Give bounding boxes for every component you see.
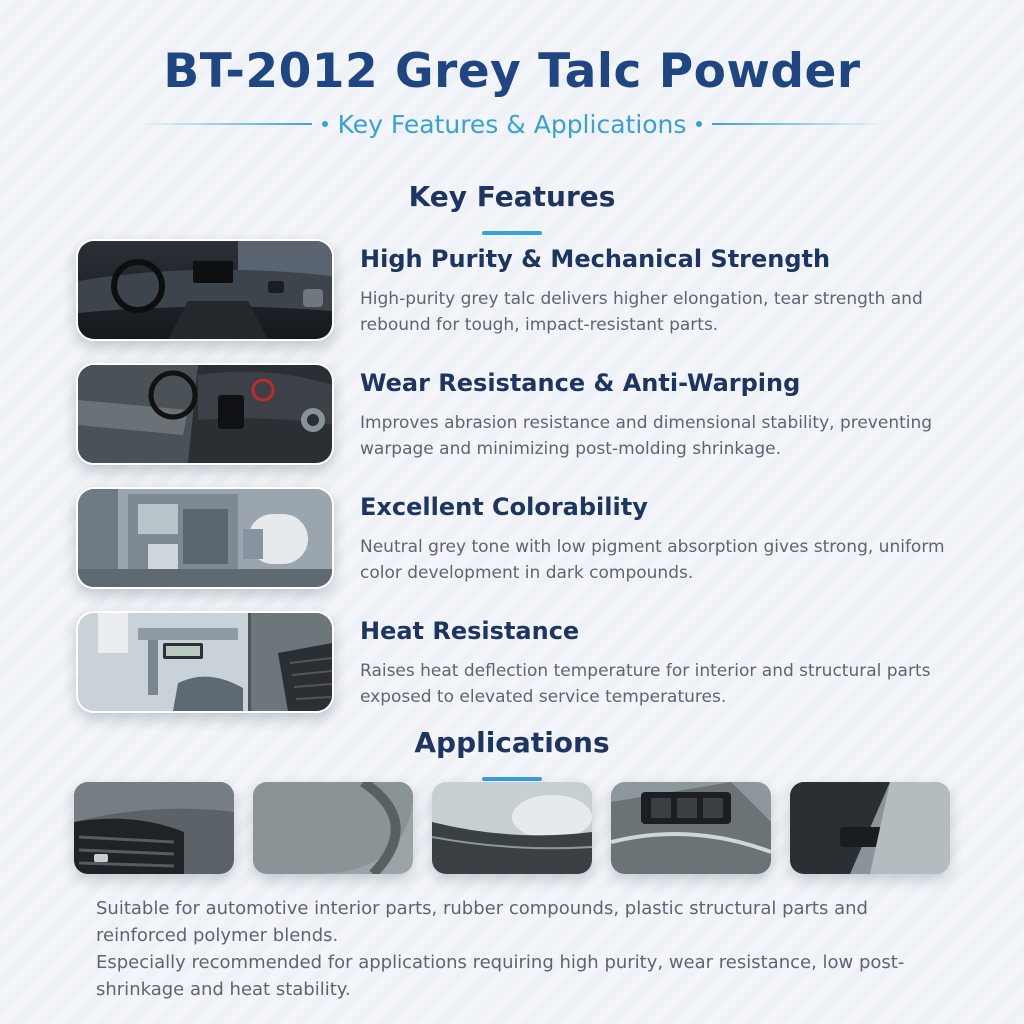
feature-image-dashboard	[76, 239, 334, 341]
feature-description: Raises heat deflection temperature for interior and structural parts exposed to elevated service temperatures.	[360, 661, 931, 707]
applications-underline	[482, 777, 542, 781]
applications-description	[96, 895, 936, 1003]
page-title: BT-2012 Grey Talc Powder	[163, 44, 861, 99]
feature-title: Excellent Colorability	[360, 493, 648, 521]
feature-description: Improves abrasion resistance and dimensional stability, preventing warpage and minimizing post-molding shrinkage.	[360, 413, 933, 459]
application-image-air-vent	[74, 782, 234, 874]
key-features-underline	[482, 231, 542, 235]
subtitle-dot-left	[322, 121, 328, 127]
application-image-console	[432, 782, 592, 874]
feature-image-machinery	[76, 487, 334, 589]
applications-paragraph: Suitable for automotive interior parts, rubber compounds, plastic structural parts and reinforced polymer blends.	[96, 898, 868, 946]
feature-title: Wear Resistance & Anti-Warping	[360, 369, 801, 397]
feature-description: High-purity grey talc delivers higher elongation, tear strength and rebound for tough, impact-resistant parts.	[360, 289, 923, 335]
subtitle-rule-left	[140, 123, 312, 125]
feature-title: Heat Resistance	[360, 617, 580, 645]
subtitle-dot-right	[696, 121, 702, 127]
applications-paragraph: Especially recommended for applications requiring high purity, wear resistance, low post-shrinkage and heat stability.	[96, 952, 905, 1000]
subtitle-row	[140, 106, 884, 142]
application-image-panel	[253, 782, 413, 874]
page-subtitle: Key Features & Applications	[337, 109, 687, 139]
feature-image-interior	[76, 363, 334, 465]
key-features-heading: Key Features	[408, 180, 616, 213]
feature-description: Neutral grey tone with low pigment absorption gives strong, uniform color development in dark compounds.	[360, 537, 945, 583]
feature-title: High Purity & Mechanical Strength	[360, 245, 831, 273]
application-image-door-trim	[790, 782, 950, 874]
feature-image-caliper-vent	[76, 611, 334, 713]
applications-heading: Applications	[414, 726, 610, 759]
subtitle-rule-right	[712, 123, 884, 125]
application-image-window-switch	[611, 782, 771, 874]
